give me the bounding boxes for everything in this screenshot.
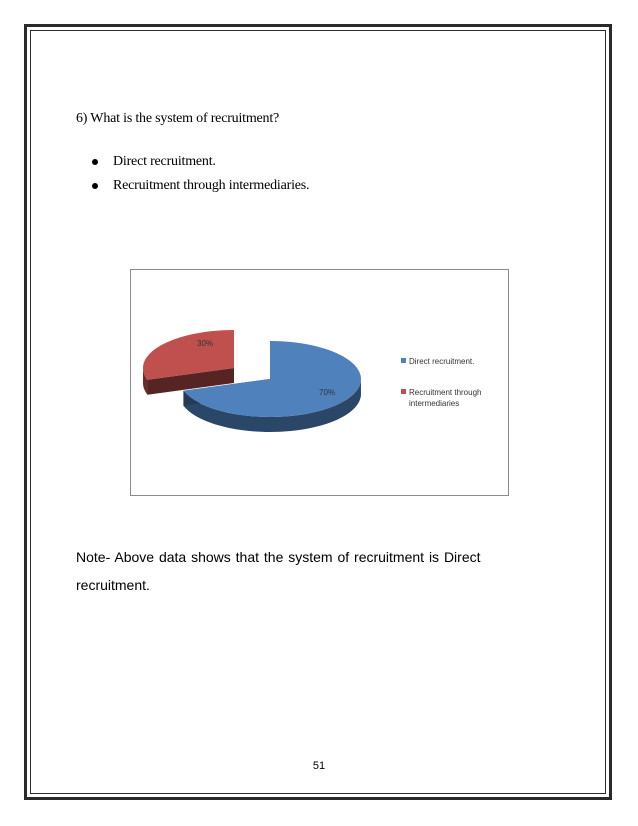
legend-swatch-direct	[401, 358, 406, 363]
option-item	[92, 150, 309, 174]
option-label: Recruitment through intermediaries.	[113, 178, 310, 193]
page-number: 51	[312, 760, 326, 772]
data-label-1: 30%	[197, 339, 214, 348]
question-heading: 6) What is the system of recruitment?	[76, 111, 280, 126]
legend-item-intermediaries	[401, 387, 511, 409]
bullet-icon	[92, 159, 98, 165]
options-list	[92, 150, 309, 198]
legend-label-direct: Direct recruitment.	[409, 357, 475, 366]
bullet-icon	[92, 183, 98, 189]
pie-chart	[130, 269, 509, 496]
legend-item-direct	[401, 356, 511, 367]
pie-slice-1	[143, 330, 234, 395]
option-item	[92, 174, 309, 198]
note-paragraph: Note- Above data shows that the system of recruitment is Direct recruitment.	[76, 549, 481, 593]
legend-swatch-intermediaries	[401, 389, 406, 394]
chart-legend	[401, 356, 511, 429]
legend-label-intermediaries: Recruitment through intermediaries	[409, 388, 482, 408]
data-label-0: 70%	[319, 388, 336, 397]
option-label: Direct recruitment.	[113, 154, 216, 169]
